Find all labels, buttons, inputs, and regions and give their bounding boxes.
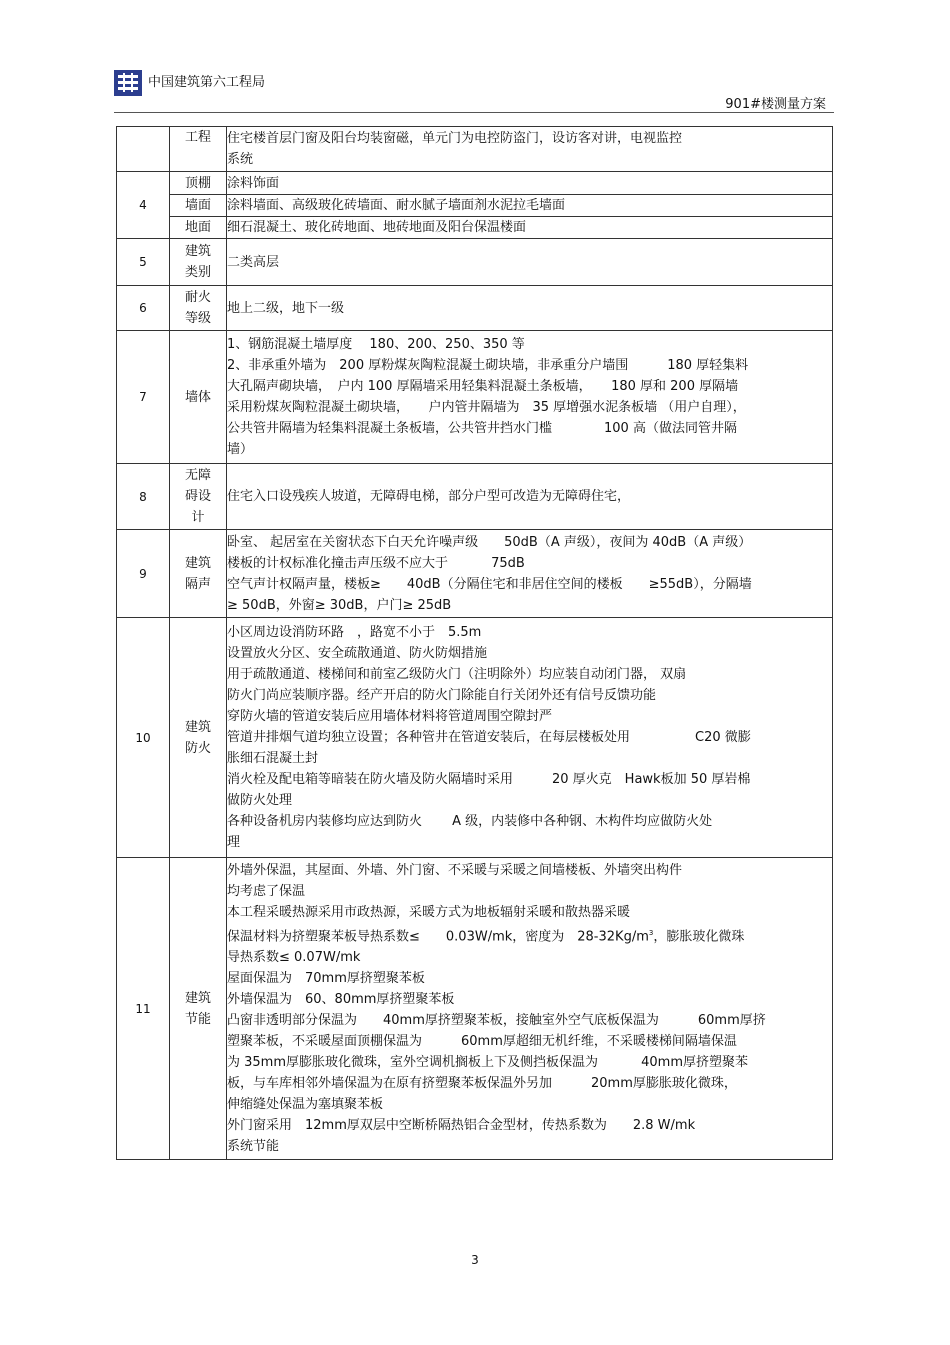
category-line: 隔声 <box>184 576 211 592</box>
row-number: 6 <box>117 286 170 331</box>
category-line: 建筑 <box>184 990 211 1006</box>
category-line: 建筑 <box>184 244 211 259</box>
spec-table <box>116 126 833 1160</box>
text-line: 系统 <box>227 152 254 167</box>
text-line: 小区周边设消防环路 ，路宽不小于 5.5m <box>227 625 482 640</box>
document-title: 901#楼测量方案 <box>725 97 826 112</box>
text-line: 为 35mm厚膨胀玻化微珠，室外空调机搁板上下及侧挡板保温为 40mm厚挤塑聚苯 <box>227 1055 749 1071</box>
row-category: 工程 <box>170 127 227 172</box>
row-content <box>227 127 833 172</box>
row-number: 10 <box>117 618 170 858</box>
text-line: 住宅楼首层门窗及阳台均装窗磁，单元门为电控防盗门，设访客对讲，电视监控 <box>227 131 683 146</box>
text-fragment: 保温材料为挤塑聚苯板导热系数≤ 0.03W/mk，密度为 28-32Kg/m <box>227 929 649 945</box>
row-content <box>227 530 833 618</box>
text-line: 1、钢筋混凝土墙厚度 180、200、250、350 等 <box>227 337 525 352</box>
row-content: 住宅入口设残疾人坡道，无障碍电梯，部分户型可改造为无障碍住宅， <box>227 464 833 530</box>
text-line <box>227 923 832 947</box>
category-line: 等级 <box>184 311 211 326</box>
category-line: 建筑 <box>184 719 211 735</box>
table-row <box>117 331 833 464</box>
table-row <box>117 195 833 217</box>
category-line: 类别 <box>184 265 211 280</box>
category-line: 碍设 <box>184 489 211 504</box>
category-line: 无障 <box>184 468 211 483</box>
table-row <box>117 172 833 195</box>
header-divider <box>114 112 834 113</box>
text-line: 穿防火墙的管道安装后应用墙体材料将管道周围空隙封严 <box>227 709 553 724</box>
row-category <box>170 618 227 858</box>
text-line: 均考虑了保温 <box>227 883 306 899</box>
text-line: 凸窗非透明部分保温为 40mm厚挤塑聚苯板，接触室外空气底板保温为 60mm厚挤 <box>227 1013 766 1029</box>
row-category: 墙体 <box>170 331 227 464</box>
text-line: 空气声计权隔声量，楼板≥ 40dB（分隔住宅和非居住空间的楼板 ≥55dB），分隔墙 <box>227 576 752 592</box>
category-line: 节能 <box>184 1011 211 1027</box>
table-row <box>117 530 833 618</box>
row-content: 地上二级，地下一级 <box>227 286 833 331</box>
text-line: 做防火处理 <box>227 793 293 808</box>
text-line: 墙） <box>227 442 254 457</box>
company-name: 中国建筑第六工程局 <box>148 75 266 90</box>
text-line: 系统节能 <box>227 1139 280 1155</box>
row-content: 涂料墙面、高级玻化砖墙面、耐水腻子墙面剂水泥拉毛墙面 <box>227 195 833 217</box>
text-line: 塑聚苯板，不采暖屋面顶棚保温为 60mm厚超细无机纤维，不采暖楼梯间隔墙保温 <box>227 1034 737 1050</box>
text-line: 导热系数≤ 0.07W/mk <box>227 950 361 966</box>
row-number: 11 <box>117 858 170 1160</box>
text-line: 用于疏散通道、楼梯间和前室乙级防火门（注明除外）均应装自动闭门器， 双扇 <box>227 667 687 682</box>
row-category: 顶棚 <box>170 172 227 195</box>
text-line: 外门窗采用 12mm厚双层中空断桥隔热铝合金型材，传热系数为 2.8 W/mk <box>227 1118 696 1134</box>
text-line: 设置放火分区、安全疏散通道、防火防烟措施 <box>227 646 488 661</box>
row-category <box>170 530 227 618</box>
category-line: 防火 <box>184 740 211 756</box>
text-line: ≥ 50dB，外窗≥ 30dB，户门≥ 25dB <box>227 597 452 613</box>
row-category <box>170 239 227 286</box>
table-row <box>117 286 833 331</box>
row-content <box>227 331 833 464</box>
row-number: 7 <box>117 331 170 464</box>
category-line: 建筑 <box>184 555 211 571</box>
text-line: 屋面保温为 70mm厚挤塑聚苯板 <box>227 971 425 987</box>
row-number <box>117 127 170 172</box>
cscec-logo-icon <box>114 70 142 96</box>
text-line: 板，与车库相邻外墙保温为在原有挤塑聚苯板保温外另加 20mm厚膨胀玻化微珠， <box>227 1076 737 1092</box>
text-line: 外墙保温为 60、80mm厚挤塑聚苯板 <box>227 992 455 1008</box>
table-row <box>117 239 833 286</box>
row-content: 二类高层 <box>227 239 833 286</box>
row-content <box>227 618 833 858</box>
text-fragment: ，膨胀玻化微珠 <box>653 929 745 945</box>
text-line: 伸缩缝处保温为塞填聚苯板 <box>227 1097 384 1113</box>
row-category <box>170 858 227 1160</box>
text-line: 采用粉煤灰陶粒混凝土砌块墙， 户内管井隔墙为 35 厚增强水泥条板墙 （用户自理）， <box>227 400 746 415</box>
table-row <box>117 858 833 1160</box>
row-content <box>227 858 833 1160</box>
row-number: 8 <box>117 464 170 530</box>
text-line: 消火栓及配电箱等暗装在防火墙及防火隔墙时采用 20 厚火克 Hawk板加 50 厚岩棉 <box>227 772 751 787</box>
row-content: 细石混凝土、玻化砖地面、地砖地面及阳台保温楼面 <box>227 217 833 239</box>
category-line: 计 <box>191 510 205 525</box>
superscript-exponent: 3 <box>648 928 654 937</box>
category-line: 耐火 <box>184 290 211 305</box>
row-number: 4 <box>117 172 170 239</box>
text-line: 外墙外保温，其屋面、外墙、外门窗、不采暖与采暖之间墙楼板、外墙突出构件 <box>227 862 683 878</box>
table-row <box>117 127 833 172</box>
table-row <box>117 217 833 239</box>
text-line: 胀细石混凝土封 <box>227 751 319 766</box>
row-number: 9 <box>117 530 170 618</box>
text-line: 本工程采暖热源采用市政热源，采暖方式为地板辐射采暖和散热器采暖 <box>227 904 631 920</box>
text-line: 大孔隔声砌块墙， 户内 100 厚隔墙采用轻集料混凝土条板墙， 180 厚和 200 厚隔墙 <box>227 379 739 394</box>
row-category: 墙面 <box>170 195 227 217</box>
text-line: 卧室、 起居室在关窗状态下白天允许噪声级 50dB（A 声级），夜间为 40dB（A 声级） <box>227 534 752 550</box>
text-line: 管道井排烟气道均独立设置；各种管井在管道安装后，在每层楼板处用 C20 微膨 <box>227 730 751 745</box>
table-row <box>117 618 833 858</box>
page-number: 3 <box>471 1253 479 1267</box>
row-category <box>170 464 227 530</box>
row-content: 涂料饰面 <box>227 172 833 195</box>
row-number: 5 <box>117 239 170 286</box>
text-line: 各种设备机房内装修均应达到防火 A 级，内装修中各种钢、木构件均应做防火处 <box>227 814 713 829</box>
row-category <box>170 286 227 331</box>
text-line: 2、非承重外墙为 200 厚粉煤灰陶粒混凝土砌块墙，非承重分户墙围 180 厚轻集料 <box>227 358 749 373</box>
text-line: 理 <box>227 835 241 850</box>
row-category: 地面 <box>170 217 227 239</box>
text-line: 公共管井隔墙为轻集料混凝土条板墙，公共管井挡水门槛 100 高（做法同管井隔 <box>227 421 737 436</box>
text-line: 防火门尚应装顺序器。经产开启的防火门除能自行关闭外还有信号反馈功能 <box>227 688 657 703</box>
text-line: 楼板的计权标准化撞击声压级不应大于 75dB <box>227 555 525 571</box>
table-row <box>117 464 833 530</box>
